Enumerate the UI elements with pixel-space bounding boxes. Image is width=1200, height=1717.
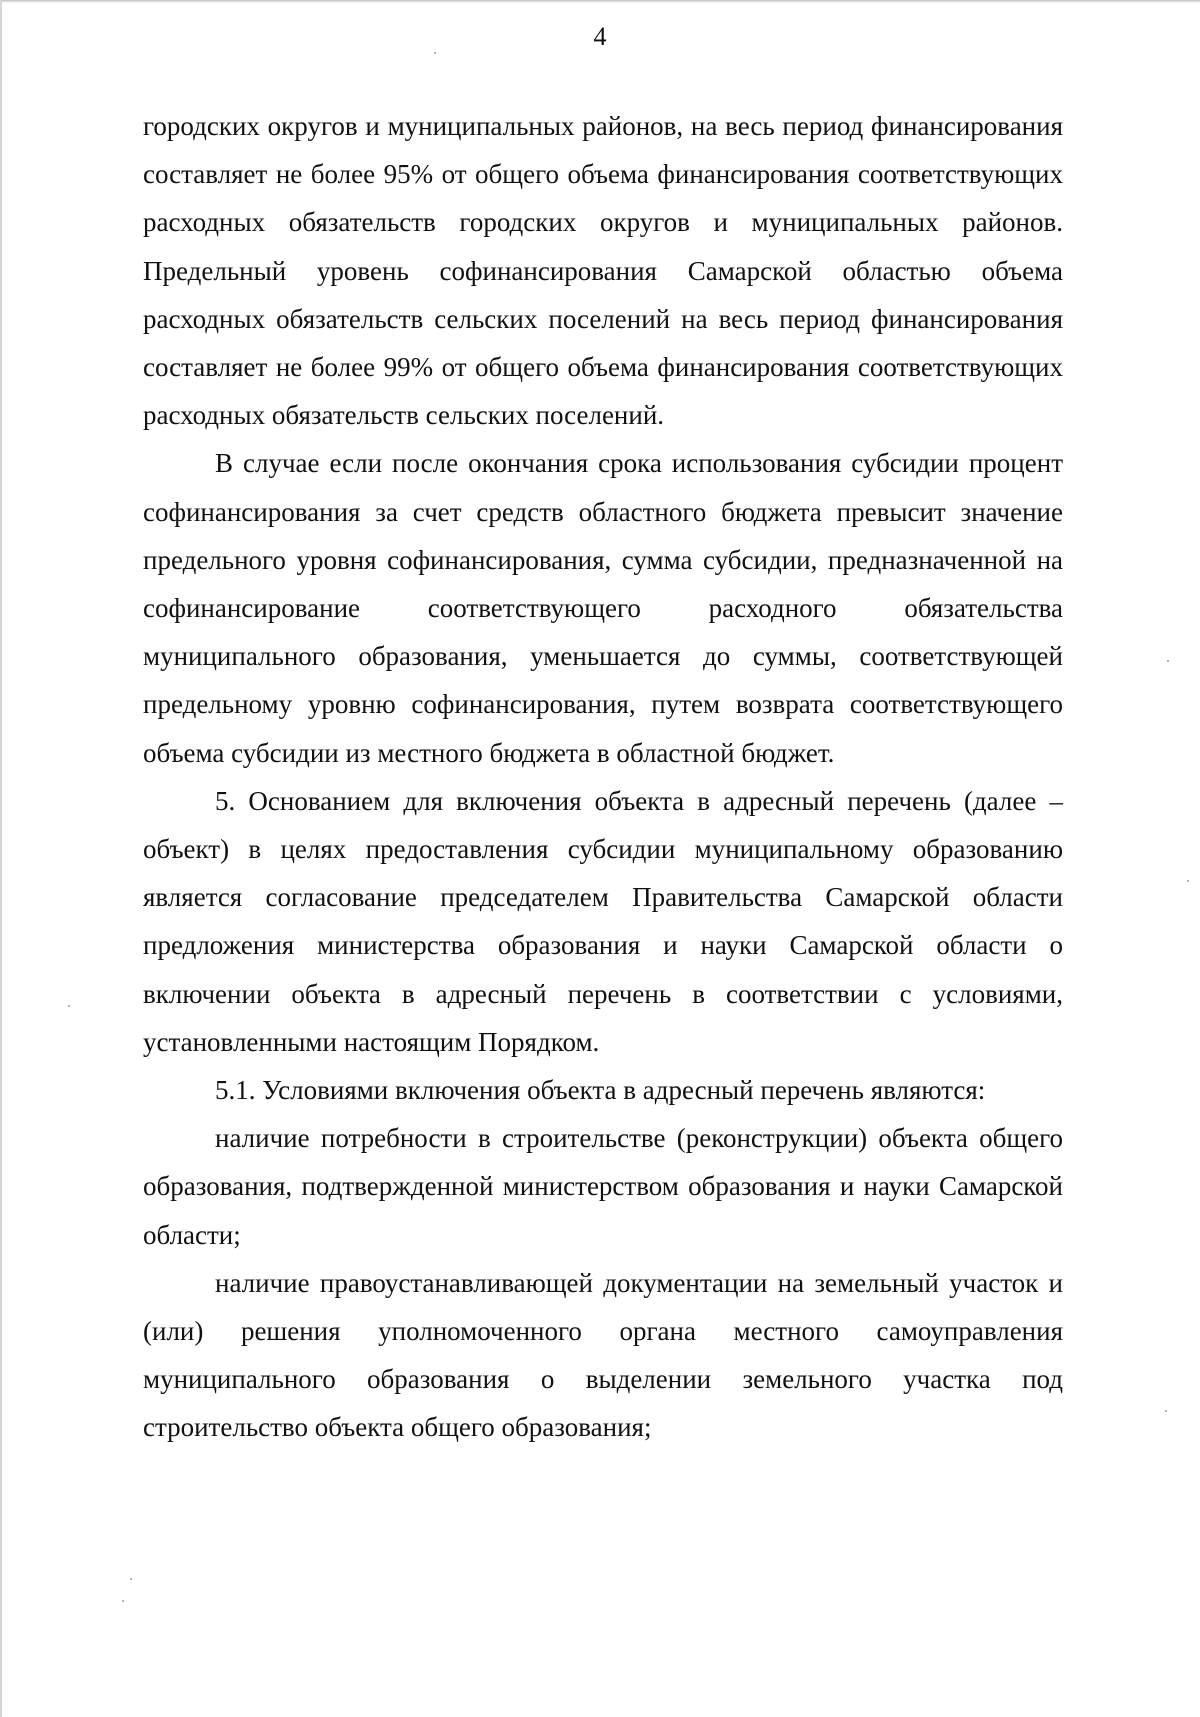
page-number: 4 [593,22,607,51]
scan-speck [1167,660,1169,662]
scan-speck [1165,1410,1167,1412]
scan-speck [130,1578,132,1580]
scan-speck [122,1600,124,1602]
paragraph-cofinancing-limits: городских округов и муниципальных районов, на весь период финансирования составляет не более 95% от общего объема финансирования соответствующих расходных обязательств городских округов и муниципальных районов. Предельный уровень софинансирования Самарской областью объема расходных обязательств сельских поселений на весь период финансирования составляет не более 99% от общего объема финансирования соответствующих расходных обязательств сельских поселений. [143,111,1063,431]
paragraph-condition-need: наличие потребности в строительстве (реконструкции) объекта общего образования, подтвержденной министерством образования и науки Самарской области; [143,1123,1063,1250]
paragraph-condition-land: наличие правоустанавливающей документации на земельный участок и (или) решения уполномоченного органа местного самоуправления муниципального образования о выделении земельного участка под строительство объекта общего образования; [143,1267,1063,1443]
paragraph-subsidy-reduction: В случае если после окончания срока использования субсидии процент софинансирования за счет средств областного бюджета превысит значение предельного уровня софинансирования, сумма субсидии, предназначенной на софинансирование соответствующего расходного обязательства муниципального образования, уменьшается до суммы, соответствующей предельному уровню софинансирования, путем возврата соответствующего объема субсидии из местного бюджета в областной бюджет. [143,448,1063,768]
scan-speck [68,1005,70,1007]
paragraph-clause-5: 5. Основанием для включения объекта в адресный перечень (далее – объект) в целях предоставления субсидии муниципальному образованию является согласование председателем Правительства Самарской области предложения министерства образования и науки Самарской области о включении объекта в адресный перечень в соответствии с условиями, установленными настоящим Порядком. [143,785,1063,1057]
scan-speck [1187,880,1189,882]
paragraph-clause-5-1: 5.1. Условиями включения объекта в адресный перечень являются: [215,1075,986,1106]
scan-edge-left [0,0,2,1717]
scan-speck [434,52,436,54]
document-body [143,102,1063,1452]
scan-edge-top [0,0,1200,3]
